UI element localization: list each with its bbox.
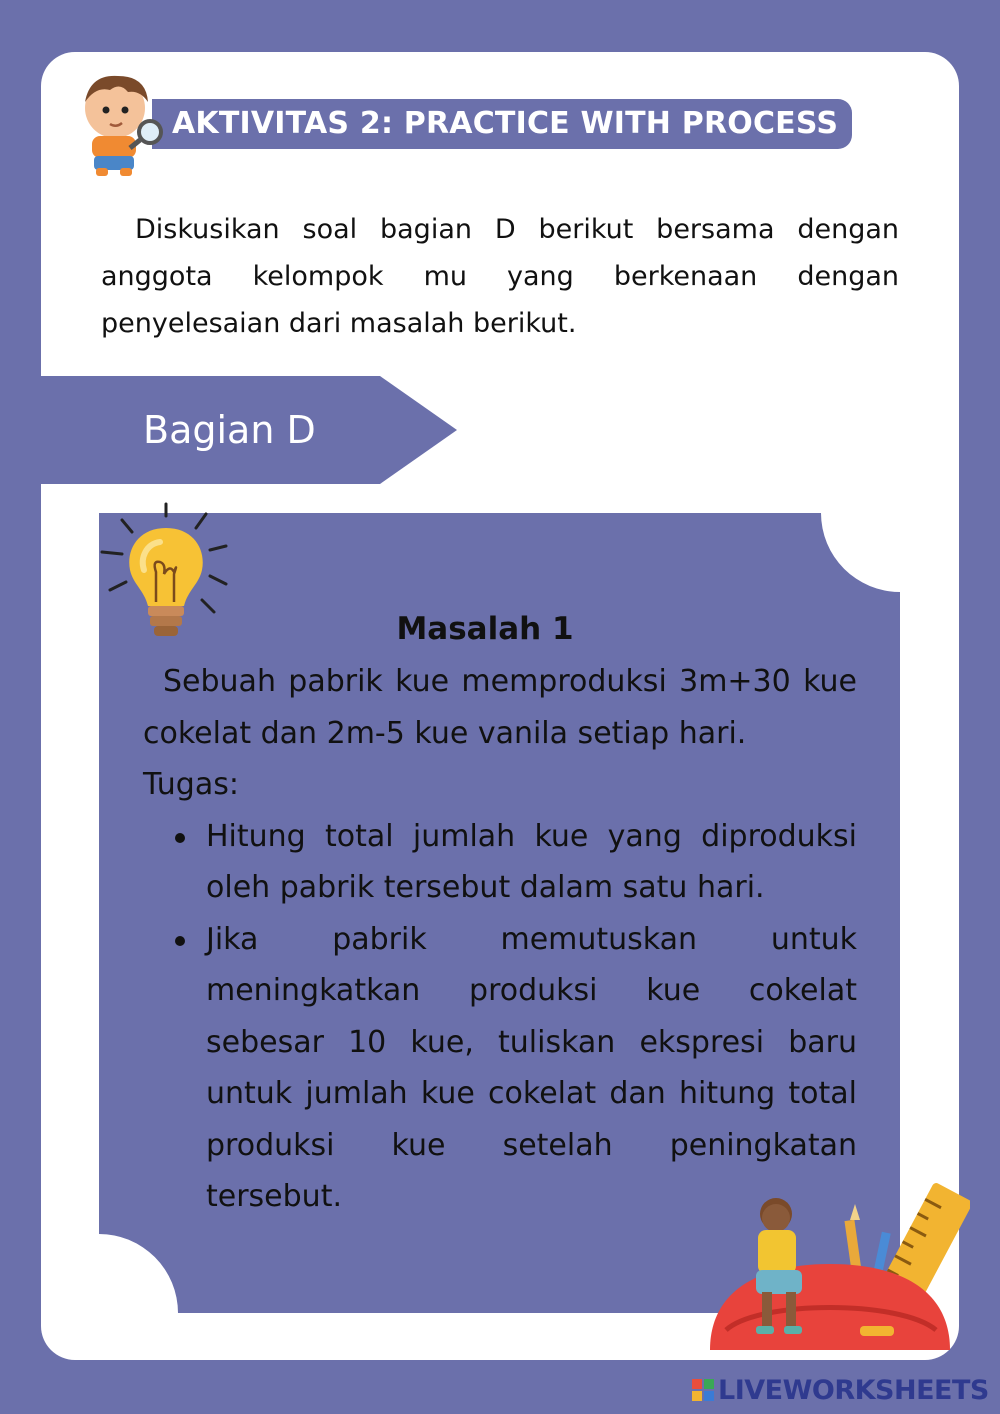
section-label: Bagian D xyxy=(143,408,316,452)
page-title: AKTIVITAS 2: PRACTICE WITH PROCESS xyxy=(172,106,839,141)
problem-statement: Sebuah pabrik kue memproduksi 3m+30 kue cokelat dan 2m-5 kue vanila setiap hari. xyxy=(143,664,857,751)
task-text: Hitung total jumlah kue yang diproduksi oleh pabrik tersebut dalam satu hari. xyxy=(206,818,857,905)
boy-magnifier-icon xyxy=(70,68,170,180)
problem-title: Masalah 1 xyxy=(396,611,574,647)
intro-instructions: Diskusikan soal bagian D berikut bersama dengan anggota kelompok mu yang berkenaan dengan penyelesaian dari masalah berikut. xyxy=(101,214,899,339)
kid-on-pencil-case-icon xyxy=(700,1180,970,1360)
task-text: Jika pabrik memutuskan untuk meningkatkan produksi kue cokelat sebesar 10 kue, tuliskan ekspresi baru untuk jumlah kue cokelat dan hitung total produksi kue setelah peningkatan tersebut. xyxy=(206,921,857,1214)
task-item xyxy=(143,811,857,914)
liveworksheets-logo-icon xyxy=(692,1379,714,1401)
lightbulb-icon xyxy=(98,502,238,652)
task-list xyxy=(143,811,857,1223)
tasks-label: Tugas: xyxy=(143,767,239,802)
bullet-icon xyxy=(175,936,185,946)
footer-brand: LIVEWORKSHEETS xyxy=(718,1374,989,1406)
problem-body xyxy=(143,656,857,1223)
footer-logo[interactable] xyxy=(692,1373,989,1407)
task-item xyxy=(143,914,857,1223)
bullet-icon xyxy=(175,833,185,843)
